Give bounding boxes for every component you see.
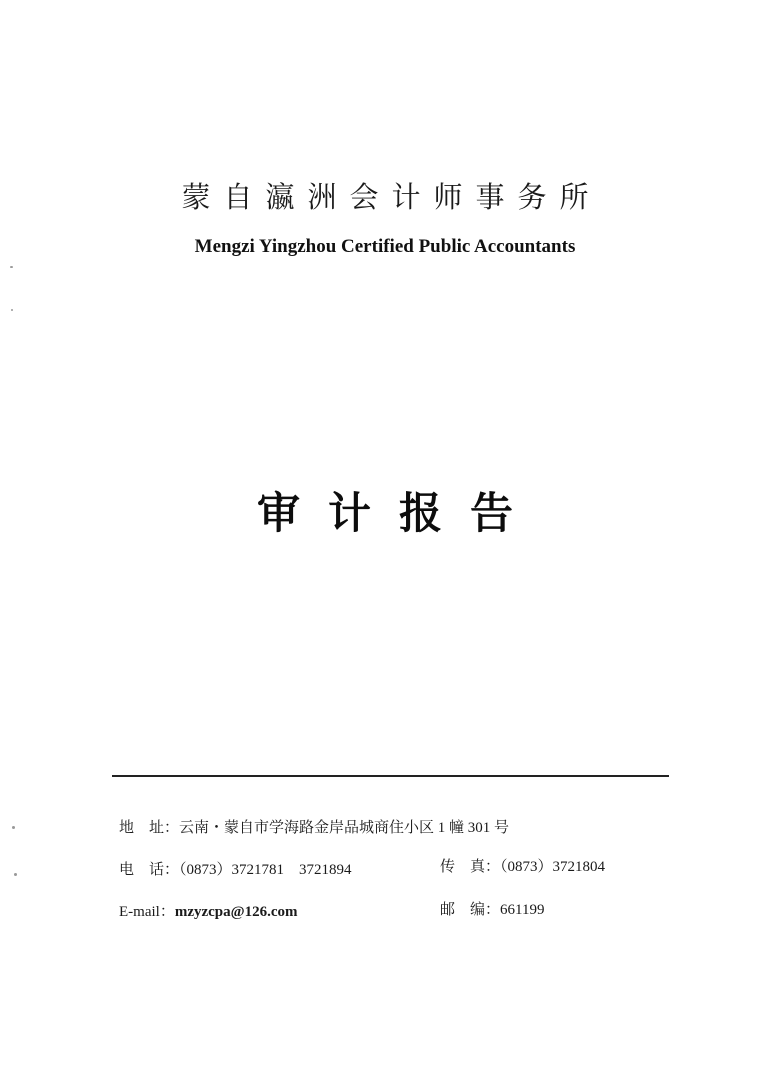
postcode-row xyxy=(440,898,544,919)
scan-speck xyxy=(10,266,13,268)
firm-name-en: Mengzi Yingzhou Certified Public Accountants xyxy=(194,236,576,257)
postcode-value: 661199 xyxy=(500,902,545,918)
scan-speck xyxy=(11,309,13,311)
footer-divider xyxy=(112,775,669,777)
scan-speck xyxy=(14,873,17,876)
report-title: 审计报告 xyxy=(257,489,541,539)
address-label: 地 址： xyxy=(119,818,180,836)
fax-value: （0873）3721804 xyxy=(500,859,606,875)
email-label: E-mail： xyxy=(119,904,175,920)
address-value: 云南・蒙自市学海路金岸品城商住小区 1 幢 301 号 xyxy=(179,820,510,836)
scan-speck xyxy=(12,826,15,829)
email-value: mzyzcpa@126.com xyxy=(174,904,298,920)
postcode-label: 邮 编： xyxy=(440,900,501,918)
phone-row xyxy=(119,858,352,879)
fax-label: 传 真： xyxy=(440,857,501,875)
firm-name-cn: 蒙自瀛洲会计师事务所 xyxy=(181,180,602,214)
email-row xyxy=(119,900,298,921)
phone-value: （0873）3721781 3721894 xyxy=(179,862,352,878)
address-row xyxy=(119,816,509,837)
fax-row xyxy=(440,855,605,876)
phone-label: 电 话： xyxy=(119,860,180,878)
